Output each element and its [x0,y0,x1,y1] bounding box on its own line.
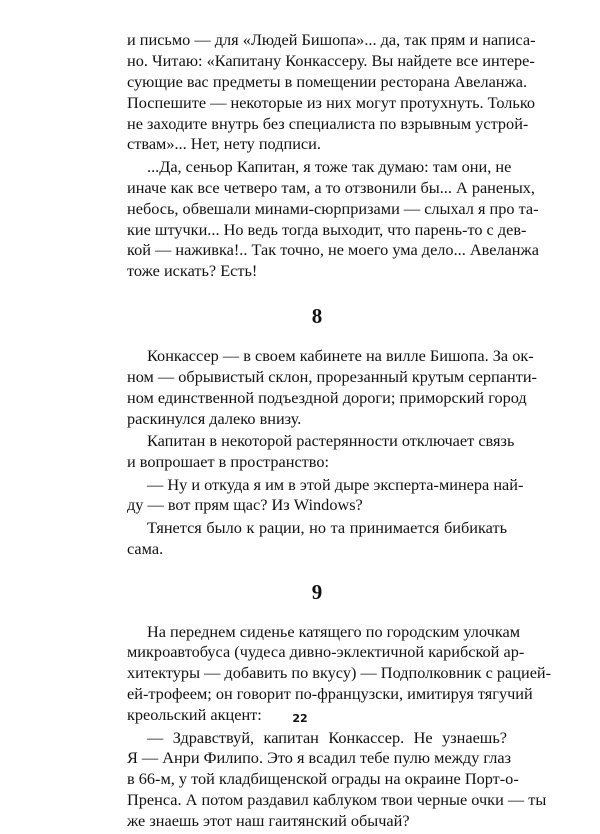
paragraph [127,346,537,430]
text-line: иначе как все четверо там, а то отзвонили бы... А раненых, [127,177,535,197]
chapter-heading: 9 [311,579,323,604]
text-line: и вопрошает в пространство: [127,452,330,472]
text-line: кой — наживка!.. Так точно, не моего ума дело... Авеланжа [127,240,539,260]
text-line: сующие вас предметы в помещении ресторана Авеланжа. [127,71,528,91]
text-line: креольский акцент: [127,705,262,725]
text-line: в 66-м, у той кладбищенской ограды на окраине Порт-о- [127,769,519,789]
text-line: Конкассер — в своем кабинете на вилле Бишопа. За ок- [147,346,534,366]
text-line: небось, обвешали минами-сюрпризами — слыхал я про та- [127,198,539,218]
paragraph [127,727,547,832]
page-number: 22 [292,712,308,725]
text-line: ствам»... Нет, нету подписи. [127,134,321,154]
text-line: Пренса. А потом раздавил каблуком твои черные очки — ты [127,790,547,810]
text-line: кие штучки... Но ведь тогда выходит, что парень-то с дев- [127,219,527,239]
chapter-heading: 8 [311,304,323,329]
text-line: ду — вот прям щас? Из Windows? [127,495,363,515]
text-line: — Здравствуй, капитан Конкассер. Не узнаешь? [147,727,507,747]
paragraph [127,431,515,473]
paragraph [127,474,524,517]
text-line: Тянется было к рации, но та принимается бибикать [147,517,507,537]
text-line: не заходите внутрь без специалиста по взрывным устрой- [127,113,529,133]
text-line: хитектуры — добавить по вкусу) — Подполковник с рацией- [127,663,552,683]
text-line: микроавтобуса (чудеса дивно-эклектичной карибской ар- [127,642,525,662]
text-line: сама. [127,538,164,558]
text-line: ном единственной подъездной дороги; приморский город [127,387,527,407]
text-line: На переднем сиденье катящего по городским улочкам [147,621,521,641]
text-line: но. Читаю: «Капитану Конкассеру. Вы найдете все интере- [127,50,535,70]
text-line: ей-трофеем; он говорит по-французски, имитируя тягучий [127,684,533,704]
text-line: тоже искать? Есть! [127,261,258,281]
text-line: Поспешите — некоторые из них могут протухнуть. Только [127,92,536,112]
paragraph [127,518,507,560]
text-line: раскинулся далеко внизу. [127,408,302,428]
text-line: — Ну и откуда я им в этой дыре эксперта-минера най- [147,474,524,494]
text-line: ...Да, сеньор Капитан, я тоже так думаю: там они, не [147,156,512,176]
paragraph [127,621,552,726]
paragraph [127,30,536,155]
text-line: и письмо — для «Людей Бишопа»... да, так прям и написа- [127,30,536,49]
text-line: ном — обрывистый склон, прорезанный крутым серпанти- [127,367,537,387]
text-line: же знаешь этот наш гаитянский обычай? [127,811,410,831]
text-line: Капитан в некоторой растерянности отключает связь [147,431,515,451]
text-line: Я — Анри Филипо. Это я всадил тебе пулю между глаз [127,748,512,768]
paragraph [127,156,539,282]
